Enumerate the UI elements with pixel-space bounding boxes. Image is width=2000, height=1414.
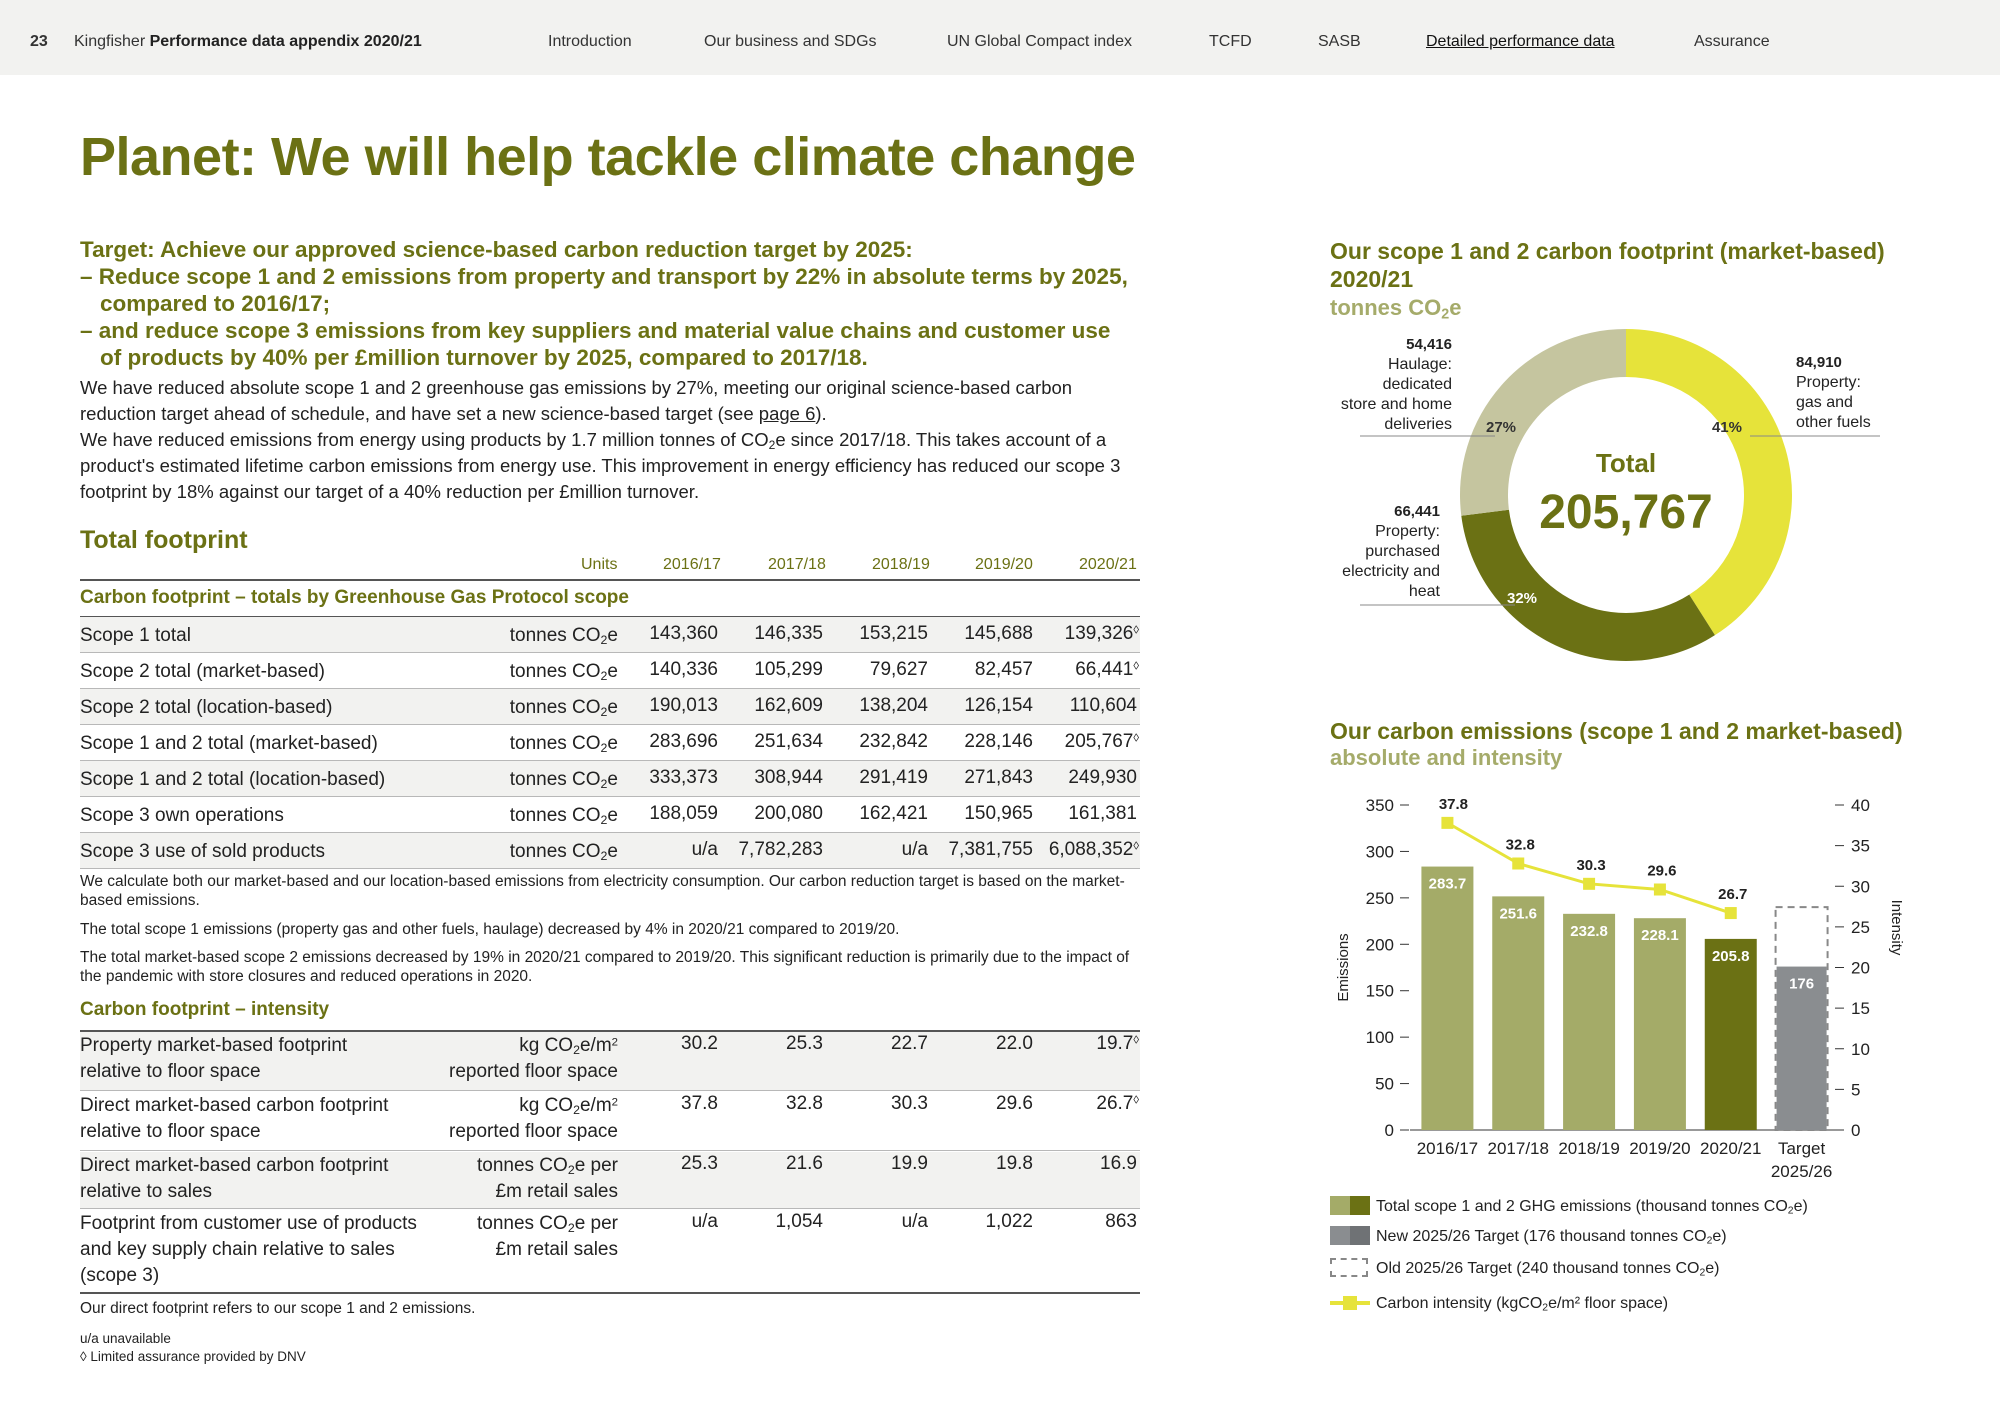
y-tick-label: 0 (1384, 1121, 1394, 1140)
unit-line: £m retail sales (495, 1239, 618, 1260)
row-value: 105,299 (754, 659, 823, 680)
target-headline: Target: Achieve our approved science-based carbon reduction target by 2025: (80, 237, 913, 262)
y2-tick-label: 10 (1851, 1039, 1870, 1059)
x-tick-label: 2019/20 (1629, 1139, 1691, 1158)
row-value: 140,336 (649, 659, 718, 680)
segment-value: 66,441 (1394, 503, 1440, 520)
y-tick-label: 350 (1365, 796, 1394, 815)
target-item-2: – and reduce scope 3 emissions from key suppliers and material value chains and customer use of products by 40% per £million turnover by 2025, compared to 2017/18. (80, 318, 1111, 370)
legend-text: Total scope 1 and 2 GHG emissions (thousand tonnes $CO_2e$) (1376, 1198, 1808, 1217)
row-label: Scope 3 use of sold products (80, 841, 326, 862)
row-value: 1,022 (985, 1211, 1033, 1232)
row-value: 82,457 (974, 659, 1033, 680)
row-unit (510, 695, 618, 721)
donut-slice (1626, 329, 1792, 635)
segment-value: 54,416 (1406, 336, 1452, 353)
donut-subtitle-sub: 2 (1441, 306, 1450, 323)
donut-pct-label: 27% (1485, 419, 1517, 436)
assurance-mark: ◊ (1133, 840, 1139, 853)
top-bar (0, 0, 2000, 75)
table-row (80, 1092, 1140, 1150)
body-p1-end: ). (815, 403, 827, 424)
emissions-bar (1705, 939, 1757, 1130)
bar-chart-subtitle: absolute and intensity (1330, 745, 1563, 770)
col-2016-17: 2016/17 (663, 556, 721, 573)
doc-brand (74, 33, 422, 51)
row-value: 138,204 (859, 695, 928, 716)
row-value: 162,421 (859, 803, 928, 824)
row-label-line: relative to sales (80, 1181, 213, 1202)
row-value: 188,059 (649, 803, 718, 824)
legend-text: New 2025/26 Target (176 thousand tonnes $CO_2e$) (1376, 1228, 1727, 1247)
table-row (80, 1210, 1140, 1292)
legend-item (1330, 1226, 1890, 1248)
intensity-point (1441, 817, 1453, 829)
table-row (80, 689, 1140, 724)
donut-total-value: 205,767 (1539, 486, 1713, 539)
row-value: u/a (901, 1211, 928, 1232)
row-value: 153,215 (859, 623, 928, 644)
row-value: 333,373 (649, 767, 718, 788)
assurance-mark: ◊ (1133, 732, 1139, 745)
legend-swatch (1330, 1226, 1370, 1245)
row-value: u/a (901, 839, 928, 860)
segment-label-line: heat (1408, 583, 1440, 600)
row-value: 161,381 (1068, 803, 1137, 824)
intensity-point (1725, 907, 1737, 919)
row-label-line: Direct market-based carbon footprint (80, 1095, 389, 1116)
unit-line: reported floor space (449, 1061, 618, 1082)
assurance-mark: ◊ (1133, 1094, 1139, 1107)
row-value: u/a (691, 1211, 718, 1232)
row-value: 32.8 (786, 1093, 823, 1114)
row-value: 110,604 (1069, 695, 1137, 716)
assurance-mark: ◊ (1133, 660, 1139, 673)
row-value: 139,326◊ (1064, 623, 1139, 644)
row-label (80, 1211, 417, 1289)
row-divider (80, 1208, 1140, 1209)
segment-label-line: deliveries (1384, 416, 1452, 433)
nav-sasb[interactable]: SASB (1318, 33, 1361, 50)
x-tick-label: 2020/21 (1700, 1139, 1762, 1158)
old-target-label: 240 (1789, 914, 1815, 932)
unit-line: kg $CO_2e/m^2$ (519, 1095, 618, 1118)
row-unit (449, 1093, 618, 1145)
row-label-line: (scope 3) (80, 1265, 160, 1286)
row-unit (449, 1033, 618, 1085)
row-value: 6,088,352◊ (1048, 839, 1139, 860)
emissions-bar (1634, 918, 1686, 1130)
donut-pct-label: 41% (1711, 419, 1742, 436)
brand-name: Kingfisher (74, 33, 146, 50)
row-label: Scope 1 and 2 total (location-based) (80, 769, 386, 790)
y2-tick-label: 15 (1851, 999, 1870, 1019)
donut-segment-label (1796, 353, 1871, 433)
y-tick-label: 50 (1375, 1074, 1394, 1094)
row-label (80, 1033, 347, 1085)
intensity-point (1583, 878, 1595, 890)
row-value: 21.6 (786, 1153, 823, 1174)
row-unit (510, 767, 618, 793)
row-value: 190,013 (649, 695, 718, 716)
y2-tick-label: 0 (1851, 1121, 1861, 1140)
row-divider (80, 1150, 1140, 1151)
nav-assurance[interactable]: Assurance (1694, 33, 1770, 50)
row-value: 19.8 (996, 1153, 1033, 1174)
table-row (80, 761, 1140, 796)
nav-introduction[interactable]: Introduction (548, 33, 632, 50)
nav-ungc-index[interactable]: UN Global Compact index (947, 33, 1132, 50)
table-rule (80, 579, 1140, 581)
row-label: Scope 3 own operations (80, 805, 284, 826)
donut-title: Our scope 1 and 2 carbon footprint (market-based) 2020/21 (1330, 238, 1885, 292)
legend-swatch (1330, 1196, 1370, 1215)
segment-value: 84,910 (1796, 354, 1842, 371)
emissions-bar (1563, 914, 1615, 1130)
y2-tick-label: 25 (1851, 917, 1870, 937)
row-value: 291,419 (859, 767, 928, 788)
row-value: 228,146 (964, 731, 1033, 752)
row-value: 205,767◊ (1064, 731, 1139, 752)
doc-title: Performance data appendix 2020/21 (149, 33, 422, 50)
row-label-line: and key supply chain relative to sales (80, 1239, 395, 1260)
nav-detailed-performance-data[interactable]: Detailed performance data (1426, 33, 1615, 50)
emissions-bar (1421, 867, 1473, 1130)
row-label: Scope 1 and 2 total (market-based) (80, 733, 378, 754)
intensity-label: 26.7 (1718, 886, 1748, 904)
row-value: 25.3 (786, 1033, 823, 1054)
legend-swatch (1330, 1258, 1368, 1277)
row-value: u/a (691, 839, 718, 860)
row-divider (80, 1292, 1140, 1294)
x-tick-label-line2: 2025/26 (1770, 1162, 1833, 1181)
row-value: 22.7 (891, 1033, 928, 1054)
segment-label-line: dedicated (1382, 376, 1452, 393)
group-ghg-scope-title: Carbon footprint – totals by Greenhouse Gas Protocol scope (80, 587, 629, 608)
row-unit (510, 623, 618, 649)
row-value: 7,381,755 (948, 839, 1033, 860)
y-tick-label: 200 (1365, 935, 1394, 955)
legend-text: Carbon intensity (kgCO$_2$e/m² floor space) (1376, 1295, 1669, 1314)
row-value: 145,688 (964, 623, 1033, 644)
y-tick-label: 250 (1365, 888, 1394, 908)
row-value: 1,054 (775, 1211, 823, 1232)
intensity-point (1512, 858, 1524, 870)
unit-line: tonnes $CO_2e$ per (476, 1213, 618, 1236)
row-unit (510, 803, 618, 829)
row-unit (510, 839, 618, 865)
ua-note: u/a unavailable (80, 1331, 171, 1346)
segment-label-line: Property: (1375, 523, 1440, 540)
row-value: 19.7◊ (1096, 1033, 1139, 1054)
segment-label-line: purchased (1365, 543, 1440, 560)
intensity-label: 29.6 (1647, 862, 1677, 880)
page-6-link[interactable]: page 6 (758, 403, 816, 424)
unit-line: £m retail sales (495, 1181, 618, 1202)
bar-value-label: 205.8 (1711, 947, 1750, 965)
y2-tick-label: 35 (1851, 836, 1870, 856)
row-value: 19.9 (891, 1153, 928, 1174)
row-label-line: relative to floor space (80, 1121, 261, 1142)
row-divider (80, 868, 1140, 869)
row-value: 143,360 (649, 623, 718, 644)
legend-item (1330, 1293, 1890, 1315)
segment-label-line: store and home (1340, 396, 1452, 413)
x-tick-label: 2017/18 (1487, 1139, 1549, 1158)
row-label: Scope 2 total (market-based) (80, 661, 326, 682)
legend-text: Old 2025/26 Target (240 thousand tonnes $CO_2e$) (1376, 1260, 1720, 1279)
row-label (80, 1153, 388, 1205)
unit: tonnes $CO_2e$ (509, 625, 618, 648)
y2-tick-label: 30 (1851, 877, 1870, 897)
intensity-point (1654, 884, 1666, 896)
table-note: The total scope 1 emissions (property gas and other fuels, haulage) decreased by 4% in 2020/21 compared to 2019/20. (80, 921, 900, 938)
x-tick-label: 2016/17 (1416, 1139, 1479, 1158)
bar-chart-title: Our carbon emissions (scope 1 and 2 market-based) (1330, 718, 1903, 744)
donut-subtitle-end: e (1449, 295, 1462, 320)
row-value: 146,335 (754, 623, 823, 644)
nav-tcfd[interactable]: TCFD (1209, 33, 1252, 50)
target-statement (80, 236, 1130, 371)
row-unit (477, 1153, 618, 1205)
row-value: 25.3 (681, 1153, 718, 1174)
row-value: 271,843 (964, 767, 1033, 788)
legend-item (1330, 1196, 1890, 1218)
row-label-line: relative to floor space (80, 1061, 261, 1082)
row-label-line: Property market-based footprint (80, 1035, 348, 1056)
total-footprint-heading: Total footprint (80, 526, 248, 554)
nav-business-sdgs[interactable]: Our business and SDGs (704, 33, 877, 50)
row-value: 30.3 (891, 1093, 928, 1114)
intensity-label: 30.3 (1576, 856, 1606, 874)
row-unit (477, 1211, 618, 1263)
body-text (80, 375, 1140, 505)
y2-tick-label: 5 (1851, 1080, 1861, 1100)
row-value: 232,842 (859, 731, 928, 752)
page-title: Planet: We will help tackle climate change (80, 127, 1136, 187)
body-p2-text: We have reduced emissions from energy using products by 1.7 million tonnes of CO (80, 429, 769, 450)
row-value: 29.6 (996, 1093, 1033, 1114)
unit: tonnes $CO_2e$ (509, 697, 618, 720)
table-note: The total market-based scope 2 emissions decreased by 19% in 2020/21 compared to 2019/20. This significant reduction is primarily due to the impact of the pandemic with store closures and reduced operations in 2020. (80, 949, 1130, 985)
assurance-note: ◊ Limited assurance provided by DNV (80, 1349, 306, 1364)
legend-swatch (1330, 1293, 1370, 1313)
row-label: Scope 1 total (80, 625, 191, 646)
donut-segment-label (1300, 335, 1452, 435)
x-tick-label: Target (1777, 1139, 1826, 1158)
col-2020-21: 2020/21 (1079, 556, 1137, 573)
row-label (80, 1093, 388, 1145)
donut-subtitle-text: tonnes CO (1330, 295, 1442, 320)
segment-label-line: gas and (1796, 394, 1853, 411)
assurance-mark: ◊ (1133, 624, 1139, 637)
body-p2-sub: 2 (768, 438, 776, 452)
unit-line: reported floor space (449, 1121, 618, 1142)
table-row (80, 725, 1140, 760)
row-value: 30.2 (681, 1033, 718, 1054)
table-row (80, 617, 1140, 652)
table-row (80, 1032, 1140, 1090)
bar-value-label: 228.1 (1641, 927, 1679, 945)
assurance-mark: ◊ (1133, 1034, 1139, 1047)
legend-item (1330, 1258, 1890, 1280)
row-value: 251,634 (754, 731, 823, 752)
col-2019-20: 2019/20 (975, 556, 1033, 573)
row-value: 308,944 (754, 767, 823, 788)
unit: tonnes $CO_2e$ (509, 733, 618, 756)
row-label-line: Footprint from customer use of products (80, 1213, 417, 1234)
table-row (80, 797, 1140, 832)
donut-total-label: Total (1595, 448, 1657, 478)
unit: tonnes $CO_2e$ (509, 769, 618, 792)
col-2017-18: 2017/18 (768, 556, 826, 573)
segment-label-line: Property: (1796, 374, 1861, 391)
row-value: 150,965 (964, 803, 1033, 824)
row-value: 7,782,283 (738, 839, 823, 860)
new-target-label: 176 (1789, 975, 1815, 993)
col-2018-19: 2018/19 (872, 556, 930, 573)
body-p2-end: e since 2017/18. This takes account of a product's estimated lifetime carbon emissions from energy use. This improvement in energy efficiency has reduced our scope 3 footprint by 18% against our target of a 40% reduction per £million turnover. (80, 429, 1121, 502)
unit-line: kg $CO_2e/m^2$ (519, 1035, 618, 1058)
y2-axis-title: Intensity (1888, 899, 1905, 956)
row-value: 162,609 (754, 695, 823, 716)
row-divider (80, 1090, 1140, 1091)
y-axis-title: Emissions (1335, 933, 1352, 1002)
table-row (80, 653, 1140, 688)
emissions-bar (1492, 896, 1544, 1130)
body-p1-text: We have reduced absolute scope 1 and 2 greenhouse gas emissions by 27%, meeting our original science-based carbon reduction target ahead of schedule, and have set a new science-based target (see (80, 377, 1073, 424)
target-item-1: – Reduce scope 1 and 2 emissions from property and transport by 22% in absolute terms by 2025, compared to 2016/17; (80, 264, 1128, 316)
row-value: 66,441◊ (1075, 659, 1139, 680)
group-intensity-title: Carbon footprint – intensity (80, 999, 330, 1020)
bar-value-label: 251.6 (1499, 905, 1538, 923)
segment-label-line: Haulage: (1387, 356, 1452, 373)
bar-value-label: 283.7 (1428, 875, 1467, 893)
x-tick-label: 2018/19 (1558, 1139, 1620, 1158)
segment-label-line: other fuels (1796, 414, 1871, 431)
intensity-label: 32.8 (1505, 836, 1535, 854)
page-number: 23 (30, 33, 48, 50)
bar-value-label: 232.8 (1570, 922, 1608, 940)
row-value: 37.8 (681, 1093, 718, 1114)
body-paragraph-2 (80, 427, 1140, 505)
row-value: 863 (1105, 1211, 1137, 1232)
row-value: 126,154 (964, 695, 1033, 716)
unit: tonnes $CO_2e$ (509, 661, 618, 684)
row-value: 79,627 (869, 659, 928, 680)
intensity-label: 37.8 (1438, 795, 1469, 813)
row-value: 22.0 (996, 1033, 1033, 1054)
unit: tonnes $CO_2e$ (509, 805, 618, 828)
y-tick-label: 100 (1365, 1028, 1394, 1048)
table-row (80, 833, 1140, 868)
direct-footprint-note: Our direct footprint refers to our scope 1 and 2 emissions. (80, 1300, 476, 1317)
row-unit (510, 731, 618, 757)
y-tick-label: 300 (1365, 842, 1394, 862)
row-label: Scope 2 total (location-based) (80, 697, 333, 718)
y-tick-label: 150 (1365, 981, 1394, 1001)
table-row (80, 1152, 1140, 1208)
y2-tick-label: 40 (1851, 796, 1870, 815)
row-value: 16.9 (1100, 1153, 1137, 1174)
row-value: 26.7◊ (1096, 1093, 1139, 1114)
row-value: 200,080 (754, 803, 823, 824)
row-value: 249,930 (1068, 767, 1137, 788)
row-unit (510, 659, 618, 685)
y2-tick-label: 20 (1851, 958, 1870, 978)
row-label-line: Direct market-based carbon footprint (80, 1155, 389, 1176)
donut-pct-label: 32% (1506, 590, 1538, 607)
unit: tonnes $CO_2e$ (509, 841, 618, 864)
donut-subtitle (1330, 295, 1461, 321)
donut-segment-label (1300, 502, 1440, 602)
table-note: We calculate both our market-based and our location-based emissions from electricity consumption. Our carbon reduction target is based on the market-based emissions. (80, 873, 1125, 909)
row-value: 283,696 (649, 731, 718, 752)
body-paragraph-1 (80, 375, 1140, 427)
segment-label-line: electricity and (1342, 563, 1440, 580)
col-units: Units (581, 556, 618, 573)
emissions-bar-chart (1330, 785, 1930, 1195)
unit-line: tonnes $CO_2e$ per (476, 1155, 618, 1178)
